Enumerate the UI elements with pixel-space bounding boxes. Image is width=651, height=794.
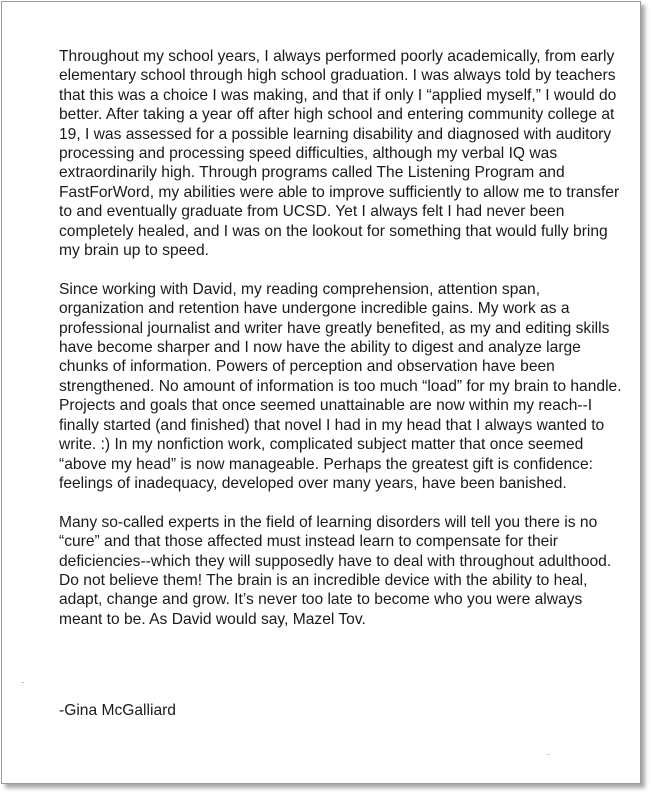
- scan-speck: [21, 682, 24, 683]
- scan-speck: [547, 754, 550, 755]
- signature: -Gina McGalliard: [59, 702, 176, 719]
- document-page: [1, 1, 641, 784]
- paragraph-1: Throughout my school years, I always performed poorly academically, from early elementary school through high school graduation. I was always told by teachers that this was a choice I was making, and that if only I “applied myself,” I would do better. After taking a year off after high school and entering community college at 19, I was assessed for a possible learning disability and diagnosed with auditory processing and processing speed difficulties, although my verbal IQ was extraordinarily high. Through programs called The Listening Program and FastForWord, my abilities were able to improve sufficiently to allow me to transfer to and eventually graduate from UCSD. Yet I always felt I had never been completely healed, and I was on the lookout for something that would fully bring my brain up to speed.: [59, 48, 620, 260]
- paragraph-2: Since working with David, my reading comprehension, attention span, organization and retention have undergone incredible gains. My work as a professional journalist and writer have greatly benefited, as my and editing skills have become sharper and I now have the ability to digest and analyze large chunks of information. Powers of perception and observation have been strengthened. No amount of information is too much “load” for my brain to handle. Projects and goals that once seemed unattainable are now within my reach--I finally started (and finished) that novel I had in my head that I always wanted to write. :) In my nonfiction work, complicated subject matter that once seemed “above my head” is now manageable. Perhaps the greatest gift is confidence: feelings of inadequacy, developed over many years, have been banished.: [59, 280, 622, 492]
- testimonial-body: [59, 47, 629, 649]
- paragraph-3: Many so-called experts in the field of learning disorders will tell you there is no “cure” and that those affected must instead learn to compensate for their deficiencies--which they will supposedly have to deal with throughout adulthood. Do not believe them! The brain is an incredible device with the ability to heal, adapt, change and grow. It’s never too late to become who you were always meant to be. As David would say, Mazel Tov.: [59, 513, 612, 628]
